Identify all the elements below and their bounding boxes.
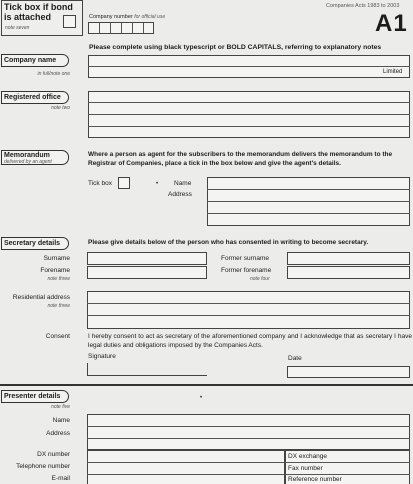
bond-note: note seven <box>5 25 30 31</box>
memorandum-agent-line <box>207 189 410 190</box>
residential-address-field[interactable] <box>87 291 410 329</box>
memorandum-text: Where a person as agent for the subscribers to the memorandum delivers the memorandum to the Registrar of Companies, place a tick in the box below and give the agent's details. <box>88 151 393 167</box>
surname-field[interactable] <box>87 252 207 265</box>
former-surname-field[interactable] <box>287 252 410 265</box>
registered-office-pill: Registered office <box>1 91 69 104</box>
company-number-divider <box>132 23 133 33</box>
registered-office-note: note two <box>51 105 70 111</box>
company-number-field[interactable] <box>88 22 154 34</box>
registered-office-line <box>88 102 410 103</box>
residential-address-label: Residential address <box>12 294 70 301</box>
presenter-separator <box>0 384 413 386</box>
company-number-label-text: Company number <box>89 14 133 20</box>
former-forename-field[interactable] <box>287 266 410 279</box>
memorandum-agent-line <box>207 201 410 202</box>
reference-label: Reference number <box>288 476 342 483</box>
consent-text: I hereby consent to act as secretary of the aforementioned company and I acknowledge that as secretary I have legal duties and obligations imposed by the Companies Acts. <box>88 333 412 349</box>
memorandum-agent-line <box>207 213 410 214</box>
former-forename-note: note four <box>250 276 270 282</box>
company-name-divider <box>88 66 410 67</box>
company-number-divider <box>110 23 111 33</box>
residential-address-line <box>87 303 410 304</box>
date-label: Date <box>288 355 302 362</box>
memorandum-title: Memorandum <box>4 152 50 159</box>
former-surname-label: Former surname <box>221 255 270 262</box>
former-forename-label: Former forename <box>221 267 272 274</box>
office-use-note: for official use <box>134 14 166 20</box>
signature-label: Signature <box>88 353 116 360</box>
bond-title-line1: Tick box if bond <box>4 2 73 12</box>
company-name-suffix: Limited <box>383 69 403 75</box>
presenter-contact-line <box>87 474 285 475</box>
company-number-label <box>89 14 165 20</box>
presenter-dot: • <box>200 395 203 401</box>
presenter-address-label: Address <box>46 430 70 437</box>
memorandum-dot: • <box>156 181 159 187</box>
memorandum-tick-box[interactable] <box>118 177 130 189</box>
presenter-pill: Presenter details <box>1 390 69 403</box>
memorandum-name-label: Name <box>174 180 192 187</box>
presenter-note: note five <box>51 404 70 410</box>
bond-checkbox[interactable] <box>63 15 76 28</box>
company-name-note: in full/note one <box>37 71 70 77</box>
secretary-pill: Secretary details <box>1 237 69 250</box>
forename-field[interactable] <box>87 266 207 279</box>
secretary-text: Please give details below of the person who has consented in writing to become secretary. <box>88 239 369 246</box>
telephone-label: Telephone number <box>16 463 70 470</box>
presenter-name-address-field[interactable] <box>87 414 410 450</box>
memorandum-tick-label: Tick box <box>88 180 112 187</box>
memorandum-address-label: Address <box>168 191 192 198</box>
fax-label: Fax number <box>288 465 323 472</box>
presenter-line <box>87 426 410 427</box>
consent-label: Consent <box>45 333 70 340</box>
acts-reference: Companies Acts 1983 to 2003 <box>326 3 400 9</box>
date-field[interactable] <box>287 366 410 378</box>
residential-address-line <box>87 315 410 316</box>
registered-office-line <box>88 114 410 115</box>
form-code: A1 <box>375 10 408 37</box>
presenter-contact-line <box>285 474 410 475</box>
signature-field[interactable] <box>87 363 207 376</box>
presenter-contact-line <box>285 462 410 463</box>
email-label: E-mail <box>51 475 70 482</box>
bond-title-line2: is attached <box>4 12 52 22</box>
dx-exchange-label: DX exchange <box>288 453 328 460</box>
instructions: Please complete using black typescript or BOLD CAPITALS, referring to explanatory notes <box>89 44 382 51</box>
presenter-line <box>87 438 410 439</box>
company-number-divider <box>143 23 144 33</box>
company-name-pill: Company name <box>1 54 69 67</box>
company-number-divider <box>99 23 100 33</box>
presenter-contact-line <box>87 462 285 463</box>
memorandum-pill <box>1 150 69 165</box>
residential-address-note: note three <box>47 303 70 309</box>
surname-label: Surname <box>43 255 70 262</box>
forename-note: note three <box>47 276 70 282</box>
registered-office-line <box>88 126 410 127</box>
company-number-divider <box>121 23 122 33</box>
dx-number-label: DX number <box>37 451 70 458</box>
memorandum-note: delivered by an agent <box>4 159 52 165</box>
forename-label: Forename <box>40 267 70 274</box>
presenter-name-label: Name <box>52 417 70 424</box>
presenter-contact-left[interactable] <box>87 450 285 484</box>
